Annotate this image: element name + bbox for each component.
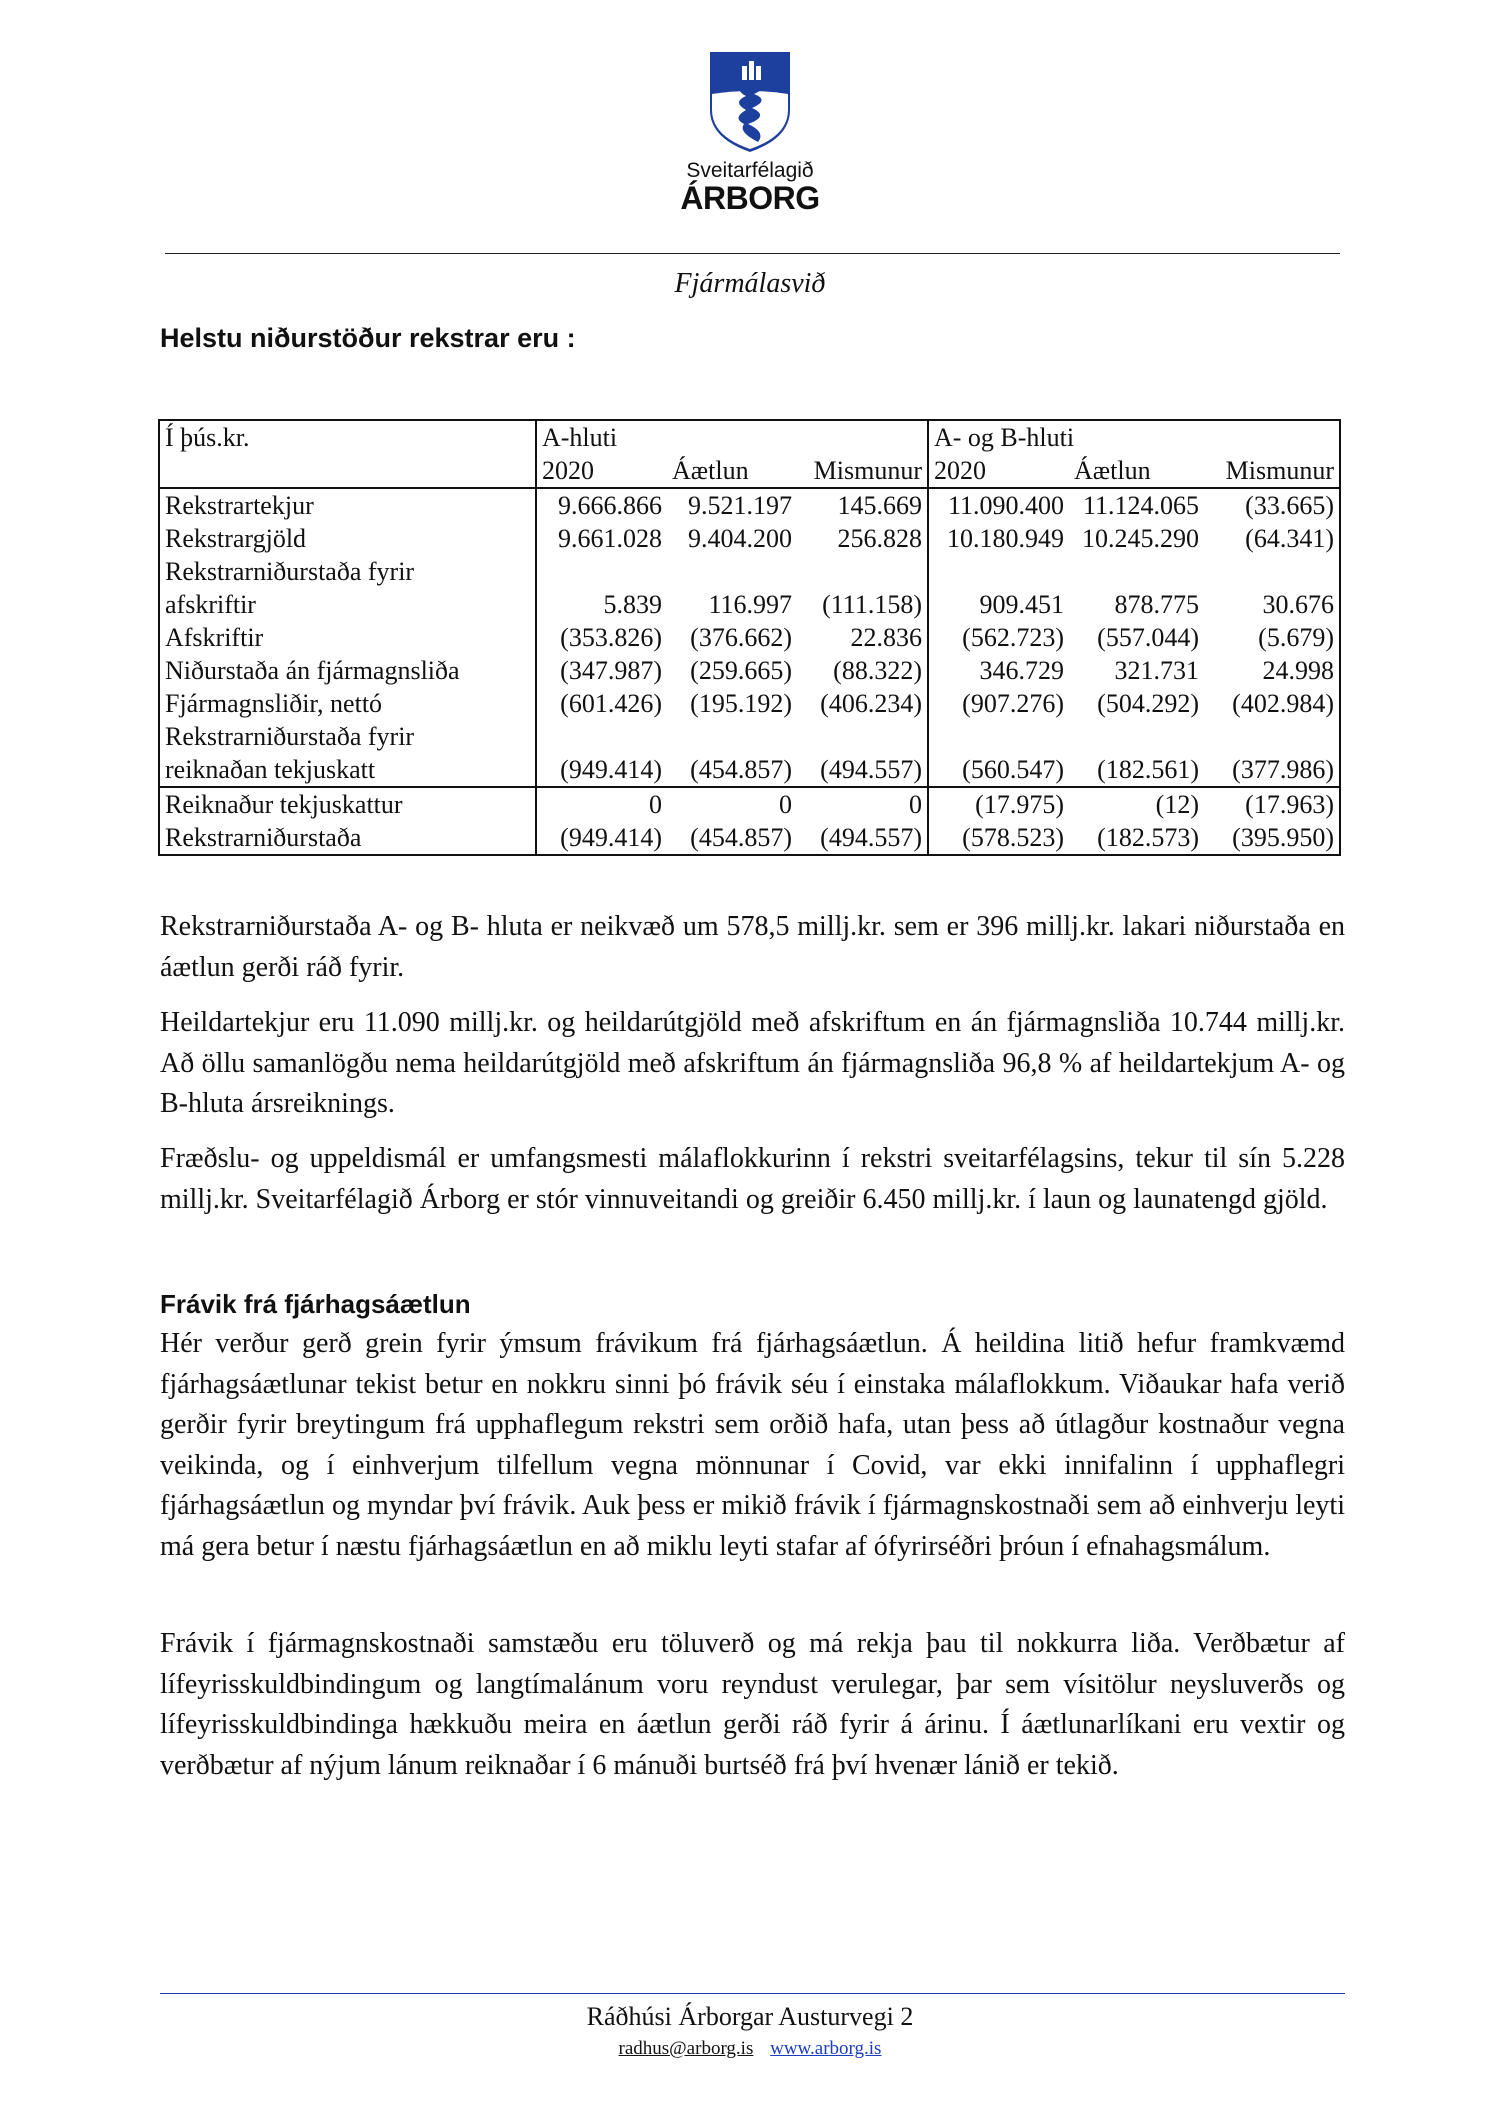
paragraph: Rekstrarniðurstaða A- og B- hluta er neikvæð um 578,5 millj.kr. sem er 396 millj.kr. lakari niðurstaða en áætlun gerði ráð fyrir. (160, 911, 1345, 983)
table-row (159, 588, 1340, 621)
cell-value: (578.523) (928, 821, 1069, 855)
cell-value: (111.158) (822, 590, 922, 619)
row-label: Fjármagnsliðir, nettó (165, 689, 383, 718)
table-row (159, 654, 1340, 687)
cell-value: (64.341) (1245, 524, 1334, 553)
cell-value: 11.124.065 (1069, 488, 1204, 522)
cell-value: 10.180.949 (928, 522, 1069, 555)
col-header: 2020 (928, 454, 1069, 488)
email-link[interactable]: radhus@arborg.is (618, 2038, 754, 2059)
cell-value: 9.661.028 (536, 522, 667, 555)
table-row (159, 488, 1340, 522)
cell-value: (454.857) (690, 755, 792, 784)
arborg-logo (660, 50, 840, 214)
logo-line1: Sveitarfélagið (686, 159, 814, 182)
cell-value: (504.292) (1097, 689, 1199, 718)
cell-value: 116.997 (708, 590, 792, 619)
section2-heading: Frávik frá fjárhagsáætlun (160, 1289, 471, 1319)
section-heading: Helstu niðurstöður rekstrar eru : (160, 323, 576, 353)
paragraph: Heildartekjur eru 11.090 millj.kr. og heildarútgjöld með afskriftum en án fjármagnsliða 10.744 millj.kr. Að öllu samanlögðu nema heildarútgjöld með afskriftum án fjármagnsliða 96,8 % af heildartekjum A- og B-hluta ársreiknings. (160, 1007, 1345, 1119)
cell-value: (88.322) (833, 656, 922, 685)
cell-value: (494.557) (820, 823, 922, 852)
cell-value: (195.192) (690, 689, 792, 718)
cell-value: (402.984) (1232, 689, 1334, 718)
department-name: Fjármálasvið (674, 268, 826, 299)
cell-value: (182.573) (1097, 823, 1199, 852)
row-label: Rekstrarniðurstaða fyrir (165, 722, 415, 751)
table-row (159, 687, 1340, 720)
cell-value: (12) (1069, 787, 1204, 821)
table-row (159, 720, 1340, 753)
row-label: Niðurstaða án fjármagnsliða (165, 656, 460, 685)
row-label: Rekstrarniðurstaða (165, 823, 362, 852)
cell-value: (347.987) (536, 654, 667, 687)
col-header: Mismunur (813, 456, 922, 485)
col-header: Áætlun (672, 456, 749, 485)
col-header: Mismunur (1225, 456, 1334, 485)
cell-value: (907.276) (928, 687, 1069, 720)
cell-value: 0 (536, 787, 667, 821)
cell-value: (454.857) (690, 823, 792, 852)
table-row (159, 787, 1340, 821)
paragraph: Frávik í fjármagnskostnaði samstæðu eru töluverð og má rekja þau til nokkurra liða. Verðbætur af lífeyrisskuldbindingum og langtímalánum voru reyndust verulegar, þar sem vísitölur neysluverðs og lífeyrisskuldbindinga hækkuðu meira en áætlun gerði ráð fyrir á árinu. Í áætlunarlíkani eru vextir og verðbætur af nýjum lánum reiknaðar í 6 mánuði burtséð frá því hvenær lánið er tekið. (160, 1628, 1345, 1781)
cell-value: (557.044) (1097, 623, 1199, 652)
website-link[interactable]: www.arborg.is (770, 2038, 882, 2059)
cell-value: 22.836 (850, 623, 922, 652)
group-b-header: A- og B-hluti (928, 420, 1340, 454)
cell-value: (949.414) (536, 821, 667, 855)
col-header: 2020 (536, 454, 667, 488)
cell-value: (395.950) (1232, 823, 1334, 852)
cell-value: (5.679) (1258, 623, 1334, 652)
cell-value: (494.557) (820, 755, 922, 784)
row-label: Rekstrargjöld (165, 524, 307, 553)
cell-value: 5.839 (536, 588, 667, 621)
cell-value: (560.547) (928, 753, 1069, 787)
results-table (158, 419, 1341, 856)
row-label: Rekstrartekjur (159, 488, 536, 522)
table-row (159, 821, 1340, 855)
row-label: Rekstrarniðurstaða fyrir (165, 557, 415, 586)
cell-value: (406.234) (820, 689, 922, 718)
row-label: afskriftir (165, 590, 256, 619)
cell-value: 9.521.197 (667, 488, 797, 522)
unit-label: Í þús.kr. (165, 423, 250, 452)
cell-value: 0 (667, 787, 797, 821)
cell-value: 30.676 (1262, 590, 1334, 619)
cell-value: 878.775 (1114, 590, 1199, 619)
paragraph: Hér verður gerð grein fyrir ýmsum frávikum frá fjárhagsáætlun. Á heildina litið hefur framkvæmd fjárhagsáætlunar tekist betur en nokkru sinni þó frávik séu í einstaka málaflokkum. Viðaukar hafa verið gerðir fyrir breytingum frá upphaflegum rekstri sem orðið hafa, utan þess að útlagður kostnaður vegna veikinda, og í einhverjum tilfellum vegna mönnunar í Covid, var ekki innifalinn í upphaflegri fjárhagsáætlun og myndar því frávik. Auk þess er mikið frávik í fjármagnskostnaði sem að einhverju leyti má gera betur í næstu fjárhagsáætlun en að miklu leyti stafar af ófyrirséðri þróun í efnahagsmálum. (160, 1328, 1345, 1562)
cell-value: 0 (797, 787, 928, 821)
cell-value: (377.986) (1232, 755, 1334, 784)
cell-value: 145.669 (797, 488, 928, 522)
logo-line2: ÁRBORG (680, 180, 820, 216)
cell-value: (376.662) (690, 623, 792, 652)
cell-value: 256.828 (837, 524, 922, 553)
row-label: Reiknaður tekjuskattur (159, 787, 536, 821)
table-row (159, 621, 1340, 654)
cell-value: 346.729 (928, 654, 1069, 687)
cell-value: (601.426) (536, 687, 667, 720)
table-row (159, 753, 1340, 787)
table-row (159, 555, 1340, 588)
group-a-header: A-hluti (536, 420, 928, 454)
cell-value: 11.090.400 (928, 488, 1069, 522)
footer-address: Ráðhúsi Árborgar Austurvegi 2 (586, 2002, 914, 2031)
footer-rule (160, 1993, 1345, 1994)
cell-value: (33.665) (1204, 488, 1340, 522)
cell-value: 10.245.290 (1082, 524, 1199, 553)
table-col-header-row (159, 454, 1340, 488)
cell-value: (259.665) (690, 656, 792, 685)
cell-value: 9.666.866 (536, 488, 667, 522)
table-row (159, 522, 1340, 555)
cell-value: (17.963) (1204, 787, 1340, 821)
row-label: reiknaðan tekjuskatt (165, 755, 376, 784)
col-header: Áætlun (1074, 456, 1151, 485)
cell-value: 909.451 (928, 588, 1069, 621)
cell-value: (17.975) (928, 787, 1069, 821)
table-header-row (159, 420, 1340, 454)
cell-value: (182.561) (1097, 755, 1199, 784)
row-label: Afskriftir (165, 623, 264, 652)
cell-value: 9.404.200 (688, 524, 792, 553)
cell-value: (562.723) (928, 621, 1069, 654)
coat-of-arms-icon (708, 50, 792, 154)
footer-links (0, 2038, 1500, 2060)
cell-value: (949.414) (536, 753, 667, 787)
cell-value: 321.731 (1114, 656, 1199, 685)
paragraph: Fræðslu- og uppeldismál er umfangsmesti málaflokkurinn í rekstri sveitarfélagsins, tekur til sín 5.228 millj.kr. Sveitarfélagið Árborg er stór vinnuveitandi og greiðir 6.450 millj.kr. í laun og launatengd gjöld. (160, 1143, 1345, 1215)
header-rule (165, 253, 1340, 254)
cell-value: 24.998 (1262, 656, 1334, 685)
cell-value: (353.826) (536, 621, 667, 654)
